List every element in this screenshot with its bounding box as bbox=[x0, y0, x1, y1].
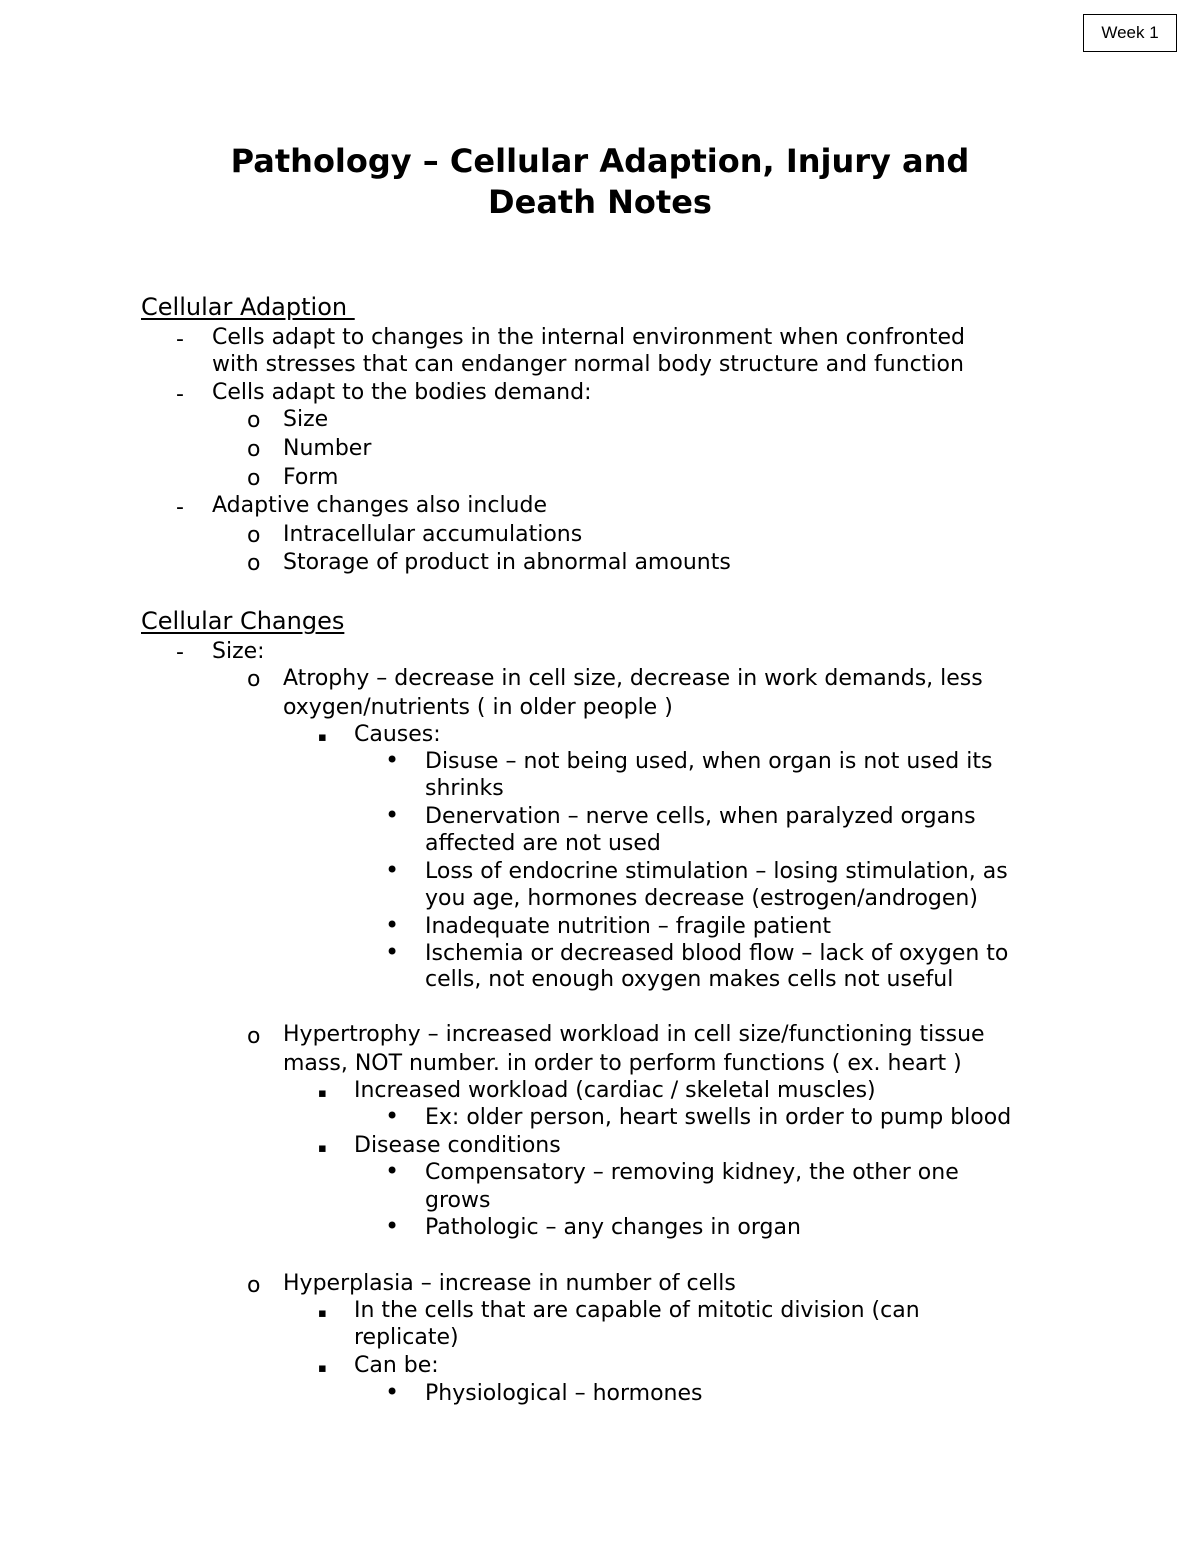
circle-marker: o bbox=[247, 667, 261, 692]
dash-marker: - bbox=[176, 640, 184, 665]
list-item: Atrophy – decrease in cell size, decrease in work demands, less bbox=[283, 666, 983, 691]
list-item: Size: bbox=[212, 639, 265, 664]
list-item: Hyperplasia – increase in number of cells bbox=[283, 1271, 736, 1296]
list-item: Disease conditions bbox=[354, 1133, 561, 1158]
bullet-marker: • bbox=[385, 911, 400, 939]
bullet-marker: • bbox=[385, 1378, 400, 1406]
bullet-marker: • bbox=[385, 1157, 400, 1185]
dash-marker: - bbox=[176, 327, 184, 352]
week-label: Week 1 bbox=[1101, 23, 1159, 42]
square-marker: ▪ bbox=[318, 1306, 327, 1321]
dash-marker: - bbox=[176, 495, 184, 520]
list-item: Hypertrophy – increased workload in cell size/functioning tissue bbox=[283, 1022, 985, 1047]
circle-marker: o bbox=[247, 466, 261, 491]
circle-marker: o bbox=[247, 1273, 261, 1298]
list-item-continuation: mass, NOT number. in order to perform functions ( ex. heart ) bbox=[283, 1051, 962, 1076]
list-item: Causes: bbox=[354, 722, 441, 747]
document-title bbox=[0, 141, 1200, 223]
list-item: Disuse – not being used, when organ is not used its bbox=[425, 749, 993, 774]
bullet-marker: • bbox=[385, 938, 400, 966]
list-item: Pathologic – any changes in organ bbox=[425, 1215, 801, 1240]
list-item: Physiological – hormones bbox=[425, 1381, 703, 1406]
title-line-1: Pathology – Cellular Adaption, Injury and bbox=[230, 142, 970, 180]
square-marker: ▪ bbox=[318, 1361, 327, 1376]
bullet-marker: • bbox=[385, 856, 400, 884]
square-marker: ▪ bbox=[318, 730, 327, 745]
list-item: Loss of endocrine stimulation – losing stimulation, as bbox=[425, 859, 1008, 884]
bullet-marker: • bbox=[385, 1102, 400, 1130]
dash-marker: - bbox=[176, 382, 184, 407]
list-item-continuation: affected are not used bbox=[425, 831, 661, 856]
list-item: Cells adapt to the bodies demand: bbox=[212, 380, 592, 405]
list-item: Compensatory – removing kidney, the other one bbox=[425, 1160, 959, 1185]
list-item: Ex: older person, heart swells in order to pump blood bbox=[425, 1105, 1012, 1130]
list-item: Cells adapt to changes in the internal environment when confronted bbox=[212, 325, 965, 350]
list-item-continuation: shrinks bbox=[425, 776, 504, 801]
list-item: Can be: bbox=[354, 1353, 439, 1378]
bullet-marker: • bbox=[385, 801, 400, 829]
circle-marker: o bbox=[247, 523, 261, 548]
list-item-continuation: replicate) bbox=[354, 1325, 459, 1350]
list-item: Number bbox=[283, 436, 372, 461]
list-item: Denervation – nerve cells, when paralyzed organs bbox=[425, 804, 976, 829]
list-item: Ischemia or decreased blood flow – lack of oxygen to bbox=[425, 941, 1009, 966]
title-line-2: Death Notes bbox=[488, 183, 712, 221]
list-item: Intracellular accumulations bbox=[283, 522, 583, 547]
list-item-continuation: oxygen/nutrients ( in older people ) bbox=[283, 695, 673, 720]
bullet-marker: • bbox=[385, 1212, 400, 1240]
list-item: Inadequate nutrition – fragile patient bbox=[425, 914, 832, 939]
list-item-continuation: grows bbox=[425, 1188, 491, 1213]
list-item-continuation: with stresses that can endanger normal body structure and function bbox=[212, 352, 964, 377]
list-item-continuation: you age, hormones decrease (estrogen/androgen) bbox=[425, 886, 978, 911]
circle-marker: o bbox=[247, 1024, 261, 1049]
list-item: Form bbox=[283, 465, 339, 490]
list-item: Adaptive changes also include bbox=[212, 493, 547, 518]
section-heading-cellular-adaption: Cellular Adaption bbox=[141, 293, 355, 321]
list-item: Storage of product in abnormal amounts bbox=[283, 550, 731, 575]
square-marker: ▪ bbox=[318, 1086, 327, 1101]
list-item: In the cells that are capable of mitotic division (can bbox=[354, 1298, 920, 1323]
circle-marker: o bbox=[247, 408, 261, 433]
week-label-box bbox=[1083, 14, 1177, 52]
circle-marker: o bbox=[247, 551, 261, 576]
bullet-marker: • bbox=[385, 746, 400, 774]
section-heading-cellular-changes: Cellular Changes bbox=[141, 607, 345, 635]
list-item-continuation: cells, not enough oxygen makes cells not useful bbox=[425, 967, 954, 992]
list-item: Increased workload (cardiac / skeletal muscles) bbox=[354, 1078, 876, 1103]
list-item: Size bbox=[283, 407, 329, 432]
circle-marker: o bbox=[247, 437, 261, 462]
square-marker: ▪ bbox=[318, 1141, 327, 1156]
